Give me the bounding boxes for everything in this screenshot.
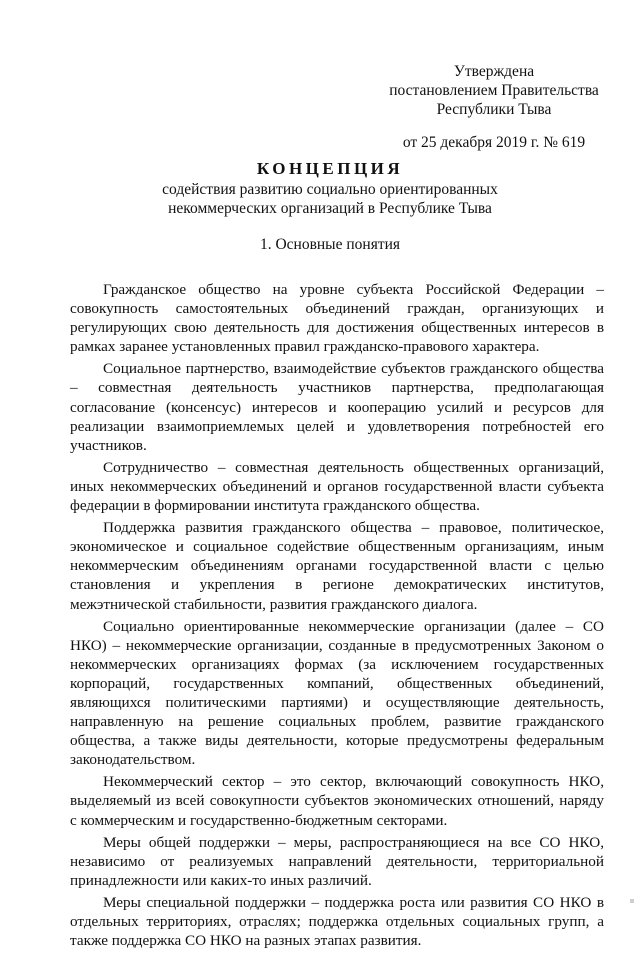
approval-line-1: Утверждена — [453, 63, 535, 80]
approval-line-3: Республики Тыва — [436, 101, 552, 118]
paragraph-social-partnership: Социальное партнерство, взаимодействие субъектов гражданского общества – совместная деятельность участников партнерства, предполагающая согласование (консенсус) интересов и кооперацию усилий и ресурсов для реализации взаимоприемлемых целей и удовлетворения потребностей его участников. — [70, 360, 604, 454]
scan-mark — [630, 899, 634, 903]
paragraph-cooperation: Сотрудничество – совместная деятельность общественных организаций, иных некоммерческих объединений и органов государственной власти субъекта федерации в формировании института гражданского общества. — [70, 458, 604, 515]
paragraph-civil-society: Гражданское общество на уровне субъекта Российской Федерации – совокупность самостоятельных объединений граждан, организующих и регулирующих свою деятельность для достижения общественных интересов в рамках заранее установленных правил гражданско-правового характера. — [70, 281, 604, 356]
document-title-block — [60, 158, 600, 218]
section-heading: 1. Основные понятия — [259, 236, 401, 253]
paragraph-so-nko: Социально ориентированные некоммерческие организации (далее – СО НКО) – некоммерческие организации, созданные в предусмотренных Законом о некоммерческих организациях формах (за исключением государственных корпораций, государственных компаний, общественных объединений, являющихся политическими партиями) и осуществляющие деятельность, направленную на решение социальных проблем, развитие гражданского общества, а также виды деятельности, которые предусмотрены федеральным законодательством. — [70, 617, 604, 769]
approval-date: от 25 декабря 2019 г. № 619 — [402, 134, 586, 151]
approval-line-2: постановлением Правительства — [389, 82, 599, 99]
paragraph-nonprofit-sector: Некоммерческий сектор – это сектор, включающий совокупность НКО, выделяемый из всей совокупности субъектов экономических отношений, наряду с коммерческим и государственно-бюджетным секторами. — [70, 773, 604, 829]
document-subtitle-line-2: некоммерческих организаций в Республике Тыва — [168, 200, 492, 217]
approval-stamp — [384, 62, 604, 152]
paragraph-special-support: Меры специальной поддержки – поддержка роста или развития СО НКО в отдельных территориях, отраслях; поддержка отдельных социальных групп, а также поддержка СО НКО на разных этапах развития. — [70, 893, 604, 950]
paragraph-civil-society-support: Поддержка развития гражданского общества – правовое, политическое, экономическое и социальное содействие общественным организациям, иным некоммерческим объединениям органами государственной власти с целью становления и укрепления в регионе демократических институтов, межэтнической стабильности, развития гражданского диалога. — [70, 519, 604, 613]
paragraph-general-support: Меры общей поддержки – меры, распространяющиеся на все СО НКО, независимо от реализуемых направлений деятельности, территориальной принадлежности или каких-то иных различий. — [70, 833, 604, 889]
document-subtitle-line-1: содействия развитию социально ориентированных — [162, 181, 498, 198]
document-body — [70, 280, 604, 953]
document-title: КОНЦЕПЦИЯ — [256, 159, 404, 178]
